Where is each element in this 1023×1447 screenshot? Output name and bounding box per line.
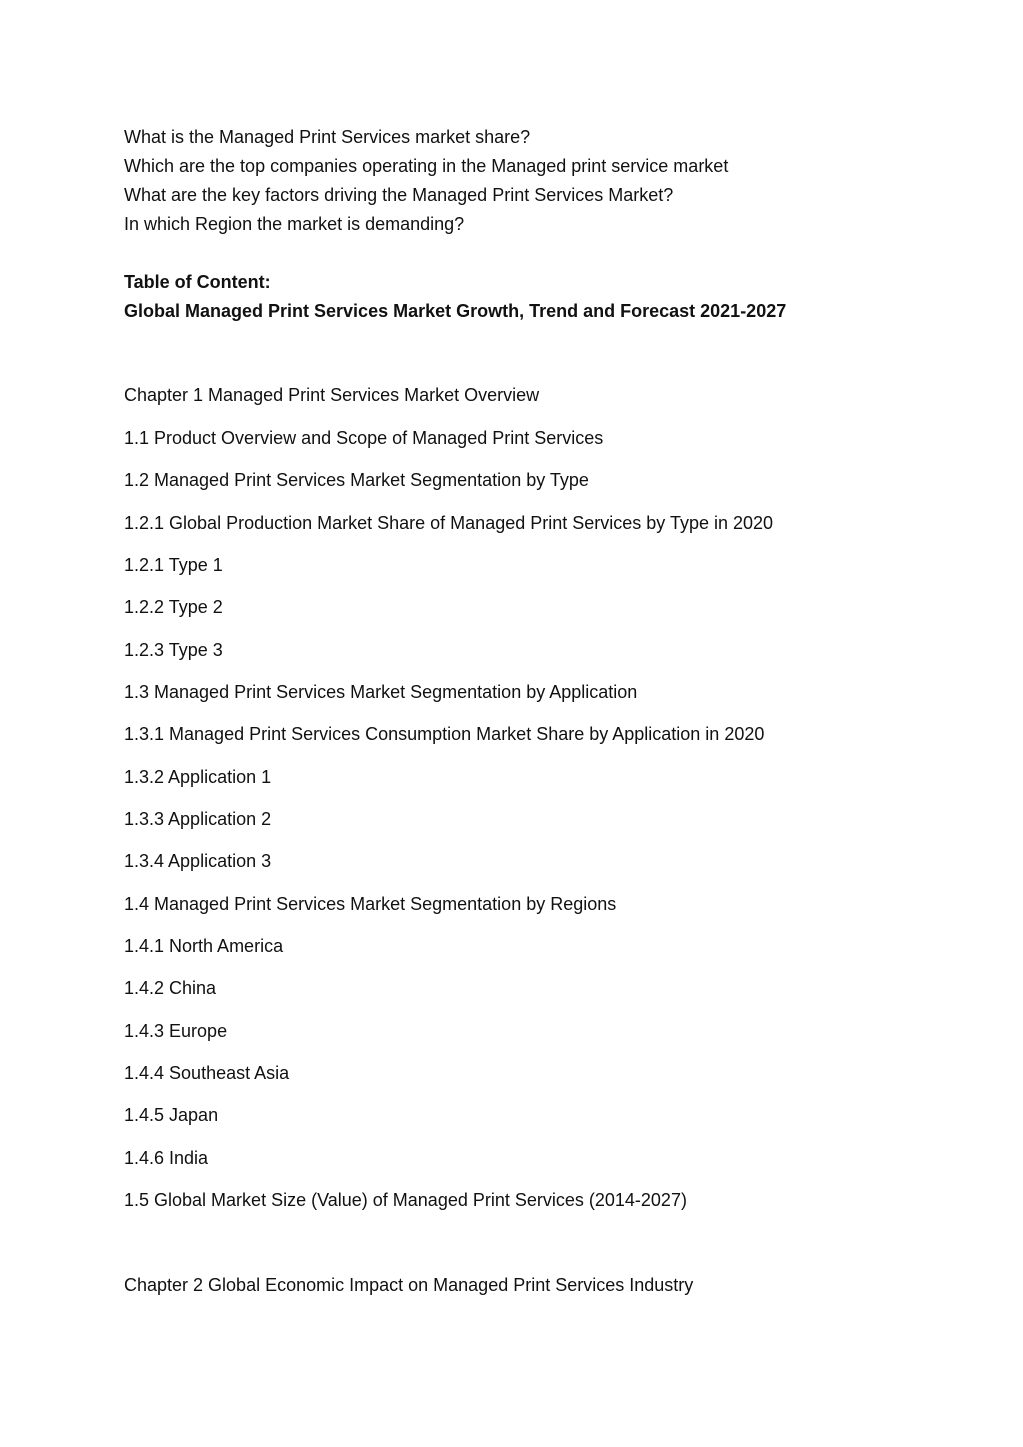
toc-item: 1.4.4 Southeast Asia bbox=[124, 1063, 290, 1083]
toc-item: 1.2.2 Type 2 bbox=[124, 597, 223, 617]
toc-item: 1.4.3 Europe bbox=[124, 1021, 228, 1041]
toc-item: 1.1 Product Overview and Scope of Managed Print Services bbox=[124, 428, 604, 448]
toc-heading: Table of Content: bbox=[124, 272, 271, 292]
toc-item: 1.2 Managed Print Services Market Segmentation by Type bbox=[124, 470, 589, 490]
question-market-share: What is the Managed Print Services market share? bbox=[124, 127, 531, 147]
toc-item: 1.2.1 Type 1 bbox=[124, 555, 223, 575]
toc-item: 1.2.3 Type 3 bbox=[124, 640, 223, 660]
toc-item: 1.3.4 Application 3 bbox=[124, 851, 272, 871]
toc-item: 1.3.2 Application 1 bbox=[124, 767, 272, 787]
toc-item: 1.3 Managed Print Services Market Segmentation by Application bbox=[124, 682, 638, 702]
question-region: In which Region the market is demanding? bbox=[124, 214, 465, 234]
question-key-factors: What are the key factors driving the Managed Print Services Market? bbox=[124, 185, 674, 205]
toc-item: 1.4.6 India bbox=[124, 1148, 209, 1168]
toc-item: 1.5 Global Market Size (Value) of Managed Print Services (2014-2027) bbox=[124, 1190, 687, 1210]
toc-item: 1.4.5 Japan bbox=[124, 1105, 219, 1125]
toc-item: 1.4.1 North America bbox=[124, 936, 284, 956]
toc-item: 1.3.3 Application 2 bbox=[124, 809, 272, 829]
chapter-1-title: Chapter 1 Managed Print Services Market Overview bbox=[124, 385, 540, 405]
question-top-companies: Which are the top companies operating in the Managed print service market bbox=[124, 156, 729, 176]
report-title: Global Managed Print Services Market Growth, Trend and Forecast 2021-2027 bbox=[124, 301, 787, 321]
chapter-2-title: Chapter 2 Global Economic Impact on Managed Print Services Industry bbox=[124, 1275, 694, 1295]
toc-item: 1.4.2 China bbox=[124, 978, 217, 998]
toc-item: 1.4 Managed Print Services Market Segmentation by Regions bbox=[124, 894, 617, 914]
toc-item: 1.3.1 Managed Print Services Consumption Market Share by Application in 2020 bbox=[124, 724, 765, 744]
toc-item: 1.2.1 Global Production Market Share of Managed Print Services by Type in 2020 bbox=[124, 513, 774, 533]
